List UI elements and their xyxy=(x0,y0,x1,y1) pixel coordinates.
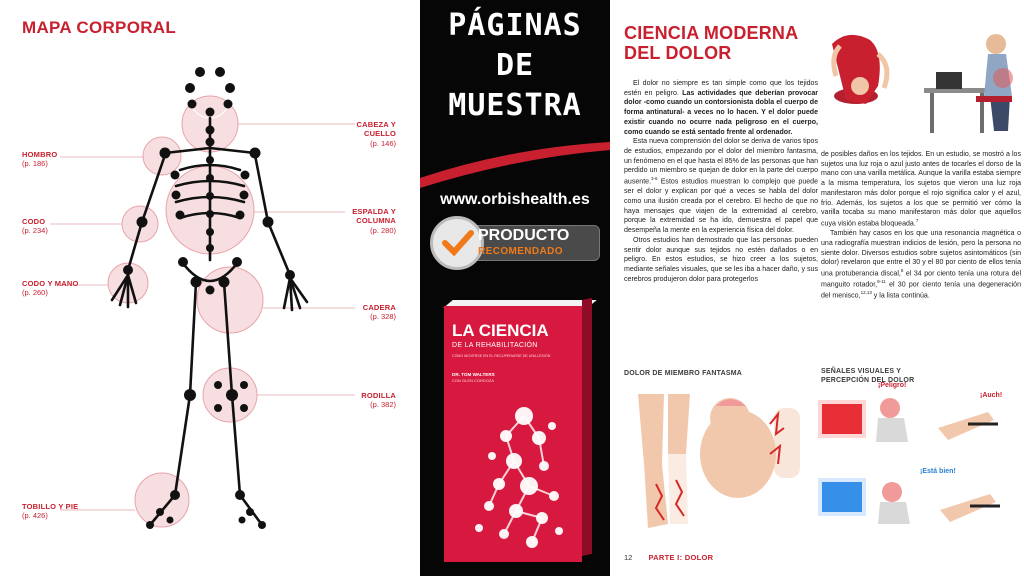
book-spine xyxy=(582,298,592,556)
book-title: LA CIENCIA xyxy=(452,321,549,340)
figure-caption-phantom-limb: DOLOR DE MIEMBRO FANTASMA xyxy=(624,370,743,377)
label-espalda-y-columna: ESPALDA Y COLUMNA (p. 280) xyxy=(352,207,396,235)
book-coauthor: CON GLEN CORDOZA xyxy=(452,378,495,383)
article-column-2 xyxy=(821,150,1021,301)
label-hombro: HOMBRO (p. 186) xyxy=(22,150,58,169)
paragraph-4: de posibles daños en los tejidos. En un estudio, se mostró a los sujetos una luz roja o azul justo antes de tocarles el dorso de la mano con una varilla metálica. Aunque la varilla estaba siempre a la misma temperatura, los sujetos que vieron una luz roja manifestaron más dolor porque el rojo significa calor y el azul, frío. Además, los sujetos a los que se permitió ver cómo la varilla tocaba su mano manifestaron más dolor que aquellos cuya visión estaba bloqueada.$^7$ xyxy=(821,151,1021,228)
label-rodilla: RODILLA (p. 382) xyxy=(361,391,396,410)
badge-line-2: RECOMENDADO xyxy=(478,246,563,257)
label-tobillo-y-pie: TOBILLO Y PIE (p. 426) xyxy=(22,502,79,521)
header-line-2: DE xyxy=(495,48,535,83)
header-line-1: PÁGINAS xyxy=(448,8,582,43)
paragraph-5: También hay casos en los que una resonancia magnética o una radiografía muestran indicios de lesión, pero la persona no siente dolor. Diversos estudios sobre sujetos asintomáticos (sin dolor) revelaron que entre el 30 y el 80 por ciento de ellos tenía una protuberancia discal,$^8$ el 34 por ciento tenía una rotura del manguito rotador,$^{9-11}$ el 30 por ciento tenía una degeneración del menisco,$^{12,13}$ y la lista continúa. xyxy=(821,230,1022,300)
part-title: PARTE I: DOLOR xyxy=(648,553,714,562)
website-link[interactable]: www.orbishealth.es xyxy=(440,191,590,208)
paragraph-2: Esta nueva comprensión del dolor se deriva de varios tipos de estudios, empezando por el dolor del miembro fantasma, un fenómeno en el que hasta el 85% de las personas que han perdido un miembro se quejan de dolor en la parte del cuerpo ausente.$^{3-6}$ Estos estudios muestran lo complejo que puede ser el dolor y explican por qué a veces se habla del dolor como una ilusión creada por el cerebro. El hecho de que no haya mensajes que viajen de la extremidad al cerebro, porque la extremidad se ha ido, demuestra el papel que desempeña la mente en la experiencia física del dolor. xyxy=(624,138,818,235)
book-tagline: CÓMO MOVERSE EN EL RECUPERARSE DE UNA LESIÓN xyxy=(452,354,551,358)
label-codo-y-mano: CODO Y MANO (p. 260) xyxy=(22,279,79,298)
page-number: 12 xyxy=(624,553,633,562)
bubble-esta-bien: ¡Está bien! xyxy=(920,468,956,475)
article-title: CIENCIA MODERNA DEL DOLOR xyxy=(624,23,798,63)
page-footer xyxy=(624,553,713,562)
contortionist-and-desk-worker-illustration xyxy=(818,26,1024,138)
book-author: DR. TOM WALTERS xyxy=(452,372,495,377)
visual-signals-illustration xyxy=(818,384,1018,544)
center-promo-panel xyxy=(420,0,610,576)
book-cover[interactable] xyxy=(434,300,594,562)
book-subtitle: DE LA REHABILITACIÓN xyxy=(452,342,538,349)
paragraph-1: El dolor no siempre es tan simple como que los tejidos estén en peligro. Las actividades que deberían provocar dolor -como cuando un contorsionista dobla el cuerpo de forma antinatural- a veces no lo hacen. Y el dolor puede existir cuando no ocurre nada peligroso en el cuerpo, como cuando se está sentado frente al ordenador. xyxy=(624,80,818,136)
article-column-1 xyxy=(624,79,818,284)
label-codo: CODO (p. 234) xyxy=(22,217,48,236)
bubble-peligro: ¡Peligro! xyxy=(878,382,907,389)
figure-caption-visual-signals: SEÑALES VISUALES Y PERCEPCIÓN DEL DOLOR xyxy=(821,368,915,384)
label-cadera: CADERA (p. 328) xyxy=(362,303,396,322)
label-cabeza-y-cuello: CABEZA Y CUELLO (p. 146) xyxy=(356,120,396,148)
hip-highlight-circle xyxy=(197,267,263,333)
left-page-body-map xyxy=(0,0,420,576)
recommended-product-badge xyxy=(430,216,602,270)
check-seal-icon xyxy=(430,216,484,270)
bubble-auch: ¡Auch! xyxy=(980,392,1003,399)
ankle-highlight-circle xyxy=(135,473,189,527)
body-map-title: MAPA CORPORAL xyxy=(22,18,177,37)
badge-line-1: PRODUCTO xyxy=(478,227,570,244)
phantom-limb-illustration xyxy=(620,384,816,536)
header-line-3: MUESTRA xyxy=(448,88,582,123)
right-page-article xyxy=(610,0,1024,576)
red-swoosh-decoration xyxy=(420,140,610,190)
paragraph-3: Otros estudios han demostrado que las personas pueden sentir dolor aunque sus tejidos no estén dañados o en peligro. En estos estudios, se hizo creer a los sujetos, mediante señales visuales, que se les iba a hacer daño, y sus cerebros produjeron dolor para protegerlos xyxy=(624,236,818,283)
